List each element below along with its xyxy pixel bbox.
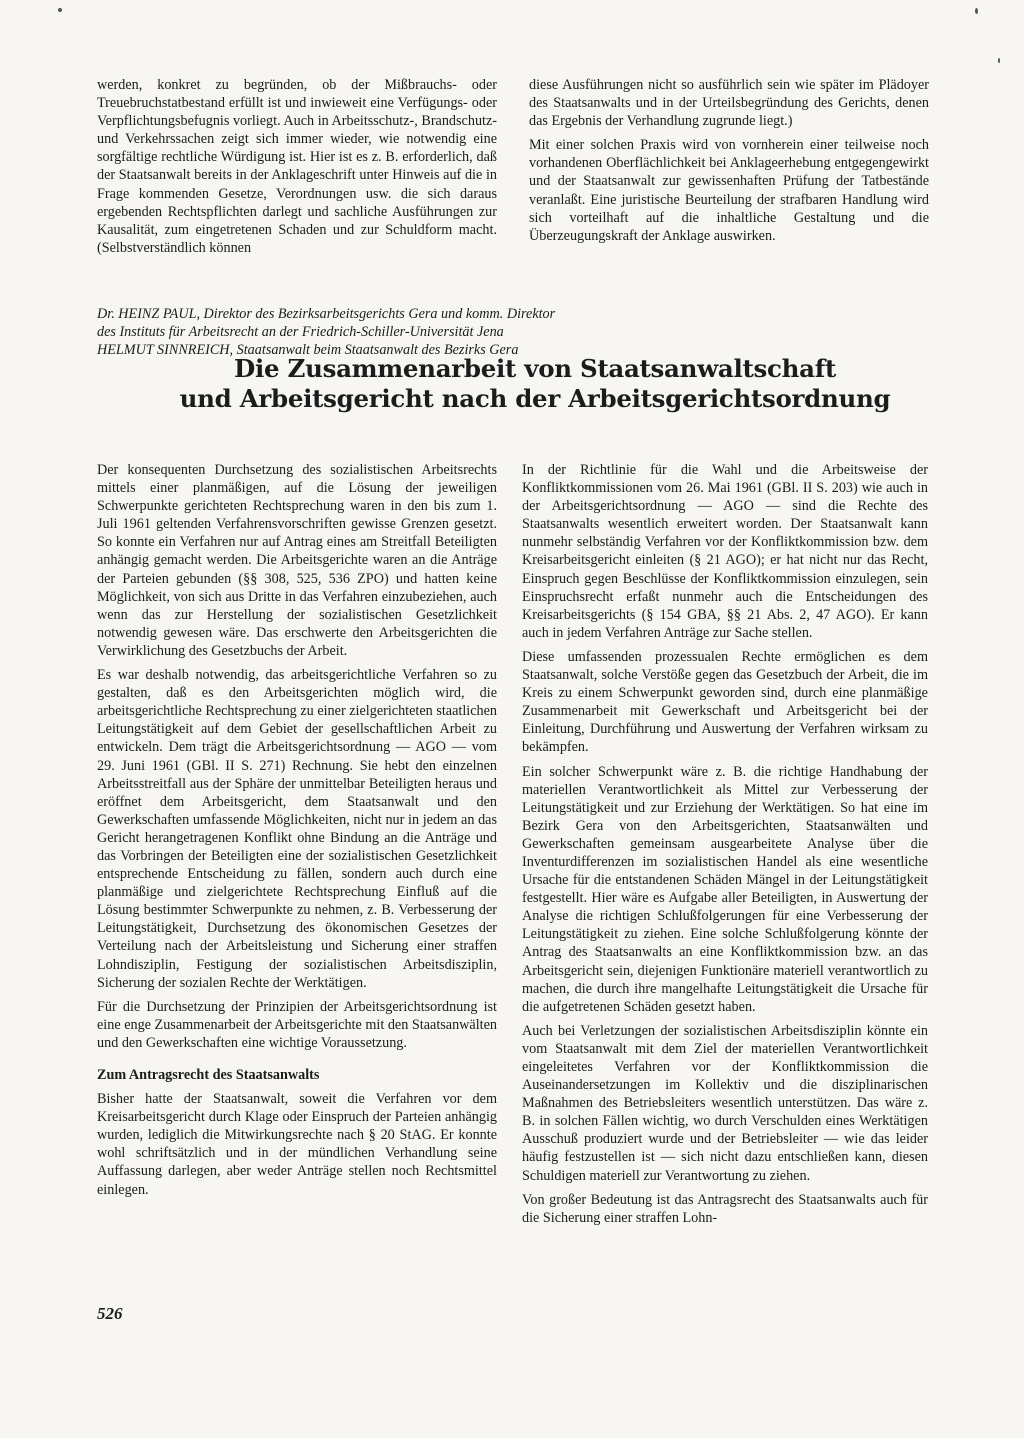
page-number: 526 [97,1304,123,1323]
author-byline [97,305,717,359]
right-column [522,461,928,1233]
paragraph: Diese umfassenden prozessualen Rechte ermöglichen es dem Staatsanwalt, solche Verstöße gegen das Gesetzbuch der Arbeit, die im Kreis zu einem Schwerpunkt geworden sind, durch eine planmäßige Zusammenarbeit mit Gewerkschaft und Arbeitsgericht bei der Einleitung, Durchführung und Auswertung der Verfahren wirksam zu bekämpfen. [522,648,928,756]
speck [975,8,978,14]
author-line: Dr. HEINZ PAUL, Direktor des Bezirksarbeitsgerichts Gera und komm. Direktor [97,306,556,322]
paragraph: Bisher hatte der Staatsanwalt, soweit die Verfahren vor dem Kreisarbeitsgericht durch Klage oder Einspruch der Parteien anhängig wurden, lediglich die Mitwirkungsrechte nach § 20 StAG. Er konnte wohl schriftsätzlich und in der mündlichen Verhandlung seine Auffassung darlegen, aber weder Anträge stellen noch Rechtsmittel einlegen. [97,1091,497,1198]
paragraph: Es war deshalb notwendig, das arbeitsgerichtliche Verfahren so zu gestalten, daß es den Arbeitsgerichten möglich wird, die arbeitsgerichtliche Rechtsprechung zu einer zielgerichteten staatlichen Leitungstätigkeit auf dem Gebiet der gesellschaftlichen Arbeit zu entwickeln. Dem trägt die Arbeitsgerichtsordnung — AGO — vom 29. Juni 1961 (GBl. II S. 271) Rechnung. Sie hebt den einzelnen Arbeitsstreitfall aus der Sphäre der unmittelbar Beteiligten heraus und eröffnet dem Arbeitsgericht, dem Staatsanwalt und den Gewerkschaften umfassende Möglichkeiten, nicht nur in jedem an das Gericht herangetragenen Konflikt ohne Bindung an die Anträge und das Vorbringen der Beteiligten eine der sozialistischen Gesetzlichkeit entsprechende Entscheidung zu fällen, sondern auch durch eine planmäßige und zielgerichtete Rechtsprechung Einfluß auf die Lösung bestimmter Schwerpunkte zu nehmen, z. B. Verbesserung der Leitungstätigkeit, Durchsetzung des ökonomischen Gesetzes der Verteilung nach der Arbeitsleistung und Sicherung einer straffen Lohndisziplin, Festigung der sozialistischen Arbeitsdisziplin, Sicherung der sozialen Rechte der Werktätigen. [97,667,497,991]
author-line: des Instituts für Arbeitsrecht an der Friedrich-Schiller-Universität Jena [97,324,504,340]
title-line: und Arbeitsgericht nach der Arbeitsgerichtsordnung [179,384,891,413]
title-line: Die Zusammenarbeit von Staatsanwaltschaft [234,354,836,383]
author-line: HELMUT SINNREICH, Staatsanwalt beim Staatsanwalt des Bezirks Gera [97,342,519,358]
paragraph: Ein solcher Schwerpunkt wäre z. B. die richtige Handhabung der materiellen Verantwortlichkeit als Mittel zur Verbesserung der Leitungstätigkeit und zur Erziehung der Werktätigen. So hat eine im Bezirk Gera von den Arbeitsgerichten, Staatsanwälten und Gewerkschaften gemeinsam ausgearbeitete Analyse über die Inventurdifferenzen im sozialistischen Handel als eine wesentliche Ursache für die entstandenen Schäden Mängel in der Leitungstätigkeit festgestellt. Hier wäre es Aufgabe aller Beteiligten, in Auswertung der Analyse die richtigen Schlußfolgerungen für eine Verbesserung der Leitungstätigkeit zu ziehen. Eine solche Schlußfolgerung könnte der Antrag des Staatsanwalts an eine Konfliktkommission bzw. an das Arbeitsgericht sein, diejenigen Funktionäre materiell verantwortlich zu machen, die durch ihre mangelhafte Leitungstätigkeit die Ursache für die aufgetretenen Schäden gesetzt haben. [522,763,928,1015]
article-title [160,354,910,414]
section-subheading: Zum Antragsrecht des Staatsanwalts [97,1067,320,1083]
paragraph: In der Richtlinie für die Wahl und die Arbeitsweise der Konfliktkommissionen vom 26. Mai 1961 (GBl. II S. 203) wie auch in der Arbeitsgerichtsordnung — AGO — sind die Rechte des Staatsanwalts wesentlich erweitert worden. Der Staatsanwalt kann nunmehr selbständig Verfahren vor der Konfliktkommission bzw. dem Kreisarbeitsgericht einleiten (§ 21 AGO); er hat nicht nur das Recht, Einspruch gegen Beschlüsse der Konfliktkommission einzulegen, sein Einspruchsrecht erfaßt nunmehr auch die Entscheidungen des Kreisarbeitsgerichts (§ 154 GBA, §§ 21 Abs. 2, 47 AGO). Er kann auch in jedem Verfahren Anträge zur Sache stellen. [522,462,928,641]
paragraph: Für die Durchsetzung der Prinzipien der Arbeitsgerichtsordnung ist eine enge Zusammenarbeit der Arbeitsgerichte mit den Staatsanwälten und den Gewerkschaften eine wichtige Voraussetzung. [97,998,497,1051]
paragraph: diese Ausführungen nicht so ausführlich sein wie später im Plädoyer des Staatsanwalts und in der Urteilsbegründung des Gerichts, denen das Ergebnis der Verhandlung zugrunde liegt.) [529,77,929,130]
left-column [97,461,497,1205]
top-right-column [529,76,929,251]
speck [998,58,1000,63]
paragraph: Von großer Bedeutung ist das Antragsrecht des Staatsanwalts auch für die Sicherung einer straffen Lohn- [522,1191,928,1226]
paragraph: werden, konkret zu begründen, ob der Mißbrauchs- oder Treuebruchstatbestand erfüllt ist und inwieweit eine Verfügungs- oder Verpflichtungsbefugnis vorliegt. Auch in Arbeitsschutz-, Brandschutz- und Verkehrssachen zeigt sich immer wieder, wie notwendig eine sorgfältige rechtliche Würdigung ist. Hier ist es z. B. erforderlich, daß der Staatsanwalt bereits in der Anklageschrift unter Hinweis auf die in Frage kommenden Gesetze, Verordnungen usw. die sich daraus ergebenden Rechtspflichten darlegt und sachliche Ausführungen zur Kausalität, zum eingetretenen Schaden und zur Schuldform macht. (Selbstverständlich können [97,77,497,256]
paragraph: Mit einer solchen Praxis wird von vornherein einer teilweise noch vorhandenen Oberflächlichkeit bei Anklageerhebung entgegengewirkt und der Staatsanwalt zur gewissenhaften Prüfung der Tatbestände veranlaßt. Eine juristische Beurteilung der strafbaren Handlung wird sich vorteilhaft auf die inhaltliche Gestaltung und die Überzeugungskraft der Anklage auswirken. [529,137,929,244]
speck [58,8,62,12]
top-left-column [97,76,497,263]
paragraph: Auch bei Verletzungen der sozialistischen Arbeitsdisziplin könnte ein vom Staatsanwalt mit dem Ziel der materiellen Verantwortlichkeit eingeleitetes Verfahren vor der Konfliktkommission die Auseinandersetzungen im Kollektiv und die disziplinarischen Maßnahmen des Betriebsleiters wesentlich unterstützen. Das wäre z. B. in solchen Fällen wichtig, wo durch Verschulden eines Werktätigen Ausschuß produziert wurde und der Betriebsleiter — wie das leider häufig festzustellen ist — sich nicht dazu entschließen kann, diesen Schuldigen materiell zur Verantwortung zu ziehen. [522,1022,928,1184]
paragraph: Der konsequenten Durchsetzung des sozialistischen Arbeitsrechts mittels einer planmäßigen, auf die Lösung der jeweiligen Schwerpunkte gerichteten Rechtsprechung waren in den bis zum 1. Juli 1961 geltenden Verfahrensvorschriften gewisse Grenzen gesetzt. So konnte ein Verfahren nur auf Antrag eines am Streitfall Beteiligten anhängig gemacht werden. Die Arbeitsgerichte waren an die Anträge der Parteien gebunden (§§ 308, 525, 536 ZPO) und hatten keine Möglichkeit, von sich aus Dritte in das Verfahren einzubeziehen, auch wenn das zur Herstellung der sozialistischen Gesetzlichkeit notwendig gewesen wäre. Das erschwerte den Arbeitsgerichten die Verwirklichung des Gesetzbuchs der Arbeit. [97,462,497,659]
